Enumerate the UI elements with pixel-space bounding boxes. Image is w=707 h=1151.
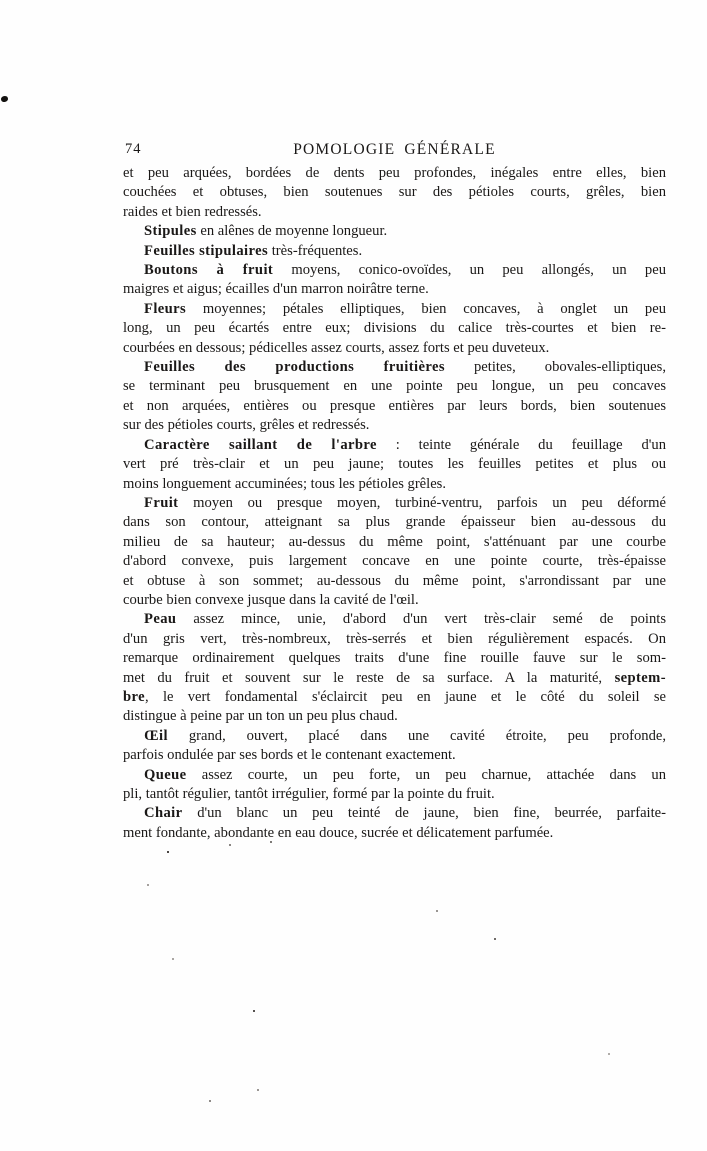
text-line	[123, 397, 666, 416]
text-line	[123, 280, 666, 299]
text-segment: grand, ouvert, placé dans une cavité étroite, peu profonde,	[167, 727, 666, 744]
text-line	[123, 261, 666, 280]
paragraph	[123, 242, 666, 261]
text-line	[123, 824, 666, 843]
text-line	[123, 552, 666, 571]
text-segment: , le vert fondamental s'éclaircit peu en jaune et le côté du soleil se	[145, 688, 666, 705]
paragraph	[123, 610, 666, 726]
text-line	[123, 649, 666, 668]
text-segment: d'un blanc un peu teinté de jaune, bien fine, beurrée, parfaite-	[182, 805, 666, 822]
text-segment: et peu arquées, bordées de dents peu profondes, inégales entre elles, bien	[123, 165, 666, 181]
text-line	[123, 533, 666, 552]
text-line	[123, 572, 666, 591]
lead-word: Fleurs	[144, 300, 187, 317]
paragraph	[123, 494, 666, 610]
text-line	[123, 242, 666, 261]
text-segment: long, un peu écartés entre eux; divisions du calice très-courtes et bien re-	[123, 320, 666, 337]
text-line	[123, 183, 666, 202]
text-line	[123, 358, 666, 377]
text-segment: assez courte, un peu forte, un peu charnue, attachée dans un	[186, 766, 666, 783]
paragraph	[123, 300, 666, 358]
lead-word: Feuilles des productions fruitières	[144, 359, 445, 376]
text-line	[123, 688, 666, 707]
paragraph	[123, 436, 666, 494]
page-body	[123, 164, 666, 843]
text-line	[123, 455, 666, 474]
lead-word: Boutons à fruit	[144, 262, 274, 279]
text-segment: d'un gris vert, très-nombreux, très-serrés et bien régulièrement espacés. On	[123, 630, 666, 647]
lead-word: Œil	[144, 727, 168, 744]
text-segment: remarque ordinairement quelques traits d'une fine rouille fauve sur le som-	[123, 650, 666, 667]
text-line	[123, 203, 666, 222]
text-line	[123, 785, 666, 804]
text-line	[123, 727, 666, 746]
lead-word: Queue	[144, 766, 187, 783]
lead-word: bre	[123, 688, 146, 705]
text-segment: ment fondante, abondante en eau douce, sucrée et délicatement parfumée.	[123, 824, 554, 841]
text-segment: très-fréquentes.	[268, 242, 363, 259]
paragraph	[123, 358, 666, 436]
text-segment: milieu de sa hauteur; au-dessus du même point, s'atténuant par une courbe	[123, 533, 666, 550]
paragraph	[123, 727, 666, 766]
text-segment: met du fruit et souvent sur le reste de sa surface. A la maturité,	[123, 669, 615, 686]
page-content	[123, 140, 666, 843]
text-segment: maigres et aigus; écailles d'un marron noirâtre terne.	[123, 281, 429, 298]
text-line	[123, 164, 666, 183]
paragraph	[123, 804, 666, 843]
text-line	[123, 591, 666, 610]
text-line	[123, 416, 666, 435]
text-segment: se terminant peu brusquement en une pointe peu longue, un peu concaves	[123, 378, 666, 395]
lead-word: Peau	[144, 611, 177, 628]
page-number: 74	[125, 141, 142, 157]
lead-word: Stipules	[144, 223, 197, 240]
text-line	[123, 475, 666, 494]
lead-word: septem-	[614, 669, 666, 686]
lead-word: Fruit	[144, 494, 179, 511]
text-segment: assez mince, unie, d'abord d'un vert très-clair semé de points	[176, 611, 666, 628]
text-line	[123, 746, 666, 765]
text-segment: moins longuement accuminées; tous les pétioles grêles.	[123, 475, 447, 492]
text-line	[123, 300, 666, 319]
text-segment: parfois ondulée par ses bords et le contenant exactement.	[123, 747, 456, 764]
text-segment: pli, tantôt régulier, tantôt irrégulier, formé par la pointe du fruit.	[123, 786, 495, 802]
text-line	[123, 436, 666, 455]
text-segment: : teinte générale du feuillage d'un	[376, 436, 666, 453]
text-segment: petites, obovales-elliptiques,	[444, 359, 666, 376]
lead-word: Caractère saillant de l'arbre	[144, 436, 377, 453]
text-segment: sur des pétioles courts, grêles et redressés.	[123, 417, 370, 434]
text-line	[123, 610, 666, 629]
text-line	[123, 707, 666, 726]
text-segment: et non arquées, entières ou presque entières par leurs bords, bien soutenues	[123, 397, 666, 414]
lead-word: Chair	[144, 805, 183, 822]
paragraph	[123, 261, 666, 300]
paragraph	[123, 766, 666, 805]
paragraph	[123, 164, 666, 222]
text-line	[123, 669, 666, 688]
text-segment: couchées et obtuses, bien soutenues sur des pétioles courts, grêles, bien	[123, 184, 666, 201]
text-segment: raides et bien redressés.	[123, 203, 262, 220]
text-line	[123, 630, 666, 649]
page-header	[123, 140, 666, 159]
running-title: POMOLOGIE GÉNÉRALE	[293, 141, 496, 158]
lead-word: Feuilles stipulaires	[144, 242, 269, 259]
ink-blot	[0, 95, 8, 103]
paragraph	[123, 222, 666, 241]
text-line	[123, 766, 666, 785]
text-segment: d'abord convexe, puis largement concave en une pointe courte, très-épaisse	[123, 553, 666, 570]
text-segment: distingue à peine par un ton un peu plus chaud.	[123, 708, 398, 725]
text-segment: en alênes de moyenne longueur.	[196, 223, 388, 240]
text-line	[123, 494, 666, 513]
text-segment: moyen ou presque moyen, turbiné-ventru, parfois un peu déformé	[178, 494, 666, 511]
text-segment: moyennes; pétales elliptiques, bien concaves, à onglet un peu	[186, 300, 666, 317]
text-line	[123, 377, 666, 396]
text-line	[123, 804, 666, 823]
dust-specks	[0, 0, 2, 2]
text-line	[123, 222, 666, 241]
text-segment: moyens, conico-ovoïdes, un peu allongés, un peu	[273, 262, 666, 279]
text-segment: courbées en dessous; pédicelles assez courts, assez forts et peu duveteux.	[123, 339, 550, 356]
text-segment: et obtuse à son sommet; au-dessous du même point, s'arrondissant par une	[123, 572, 666, 589]
text-line	[123, 339, 666, 358]
text-line	[123, 319, 666, 338]
text-segment: dans son contour, atteignant sa plus grande épaisseur bien au-dessous du	[123, 514, 666, 531]
text-segment: vert pré très-clair et un peu jaune; toutes les feuilles petites et plus ou	[123, 456, 666, 473]
text-line	[123, 513, 666, 532]
text-segment: courbe bien convexe jusque dans la cavité de l'œil.	[123, 591, 419, 608]
